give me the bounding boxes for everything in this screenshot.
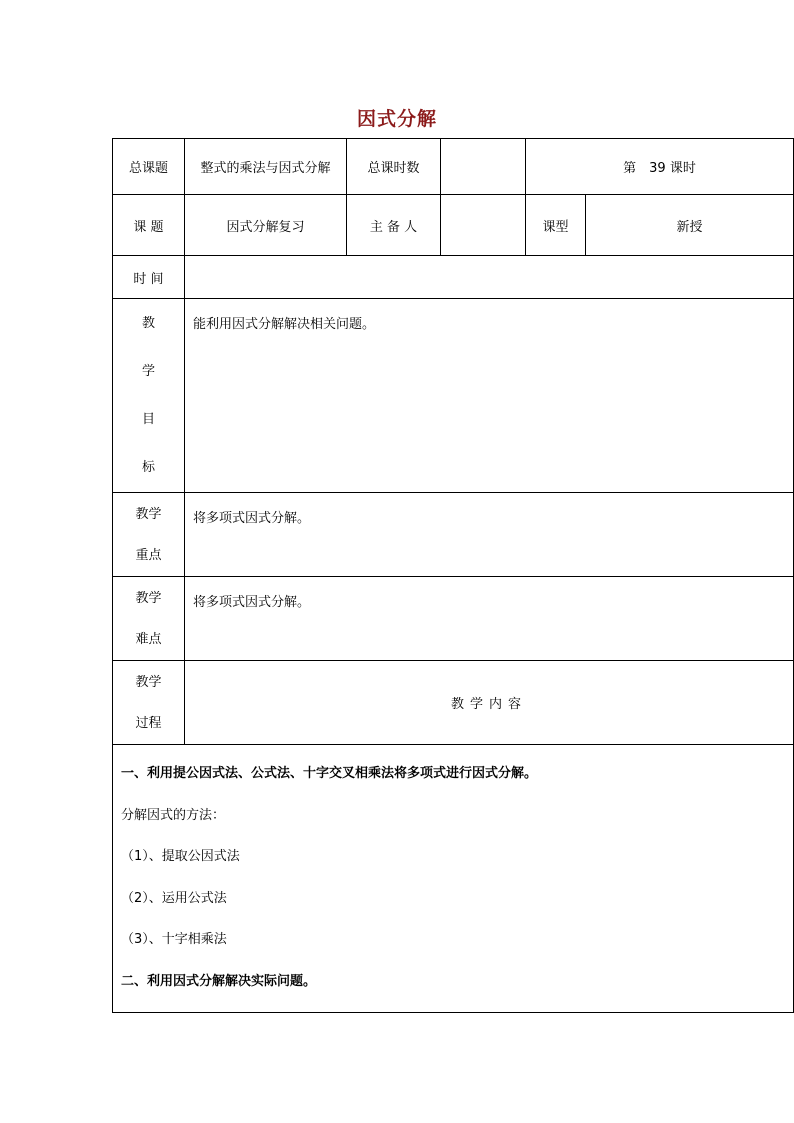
row-course <box>113 139 794 195</box>
label-line: 教学 <box>135 590 162 606</box>
row-content <box>113 745 794 1013</box>
label-line: 重点 <box>135 547 162 563</box>
label-key-points <box>113 493 185 577</box>
label-char: 学 <box>141 363 155 379</box>
row-process <box>113 661 794 745</box>
key-points-text: 将多项式因式分解。 <box>185 493 794 577</box>
row-difficulties <box>113 577 794 661</box>
teaching-content-header: 教学内容 <box>185 661 794 745</box>
value-lesson-type: 新授 <box>586 195 794 256</box>
methods-title: 分解因式的方法： <box>121 807 226 823</box>
label-difficulties <box>113 577 185 661</box>
value-course-topic: 整式的乘法与因式分解 <box>185 139 347 195</box>
row-objectives <box>113 299 794 493</box>
label-char: 目 <box>141 411 155 427</box>
content-heading: 一、利用提公因式法、公式法、十字交叉相乘法将多项式进行因式分解。 <box>121 766 538 781</box>
lesson-number: 第 39 课时 <box>526 139 794 195</box>
row-time <box>113 256 794 299</box>
label-char: 标 <box>141 459 155 475</box>
page-title: 因式分解 <box>356 108 437 130</box>
value-time <box>185 256 794 299</box>
label-course-topic: 总课题 <box>113 139 185 195</box>
lesson-plan-table <box>112 138 794 1013</box>
difficulties-text: 将多项式因式分解。 <box>185 577 794 661</box>
label-line: 过程 <box>135 715 162 731</box>
value-lesson-topic: 因式分解复习 <box>185 195 347 256</box>
method-item: （3）、十字相乘法 <box>121 932 227 947</box>
label-line: 教学 <box>135 674 162 690</box>
label-lesson-type: 课型 <box>526 195 586 256</box>
teaching-content <box>113 745 794 1013</box>
label-line: 难点 <box>135 631 162 647</box>
label-total-hours: 总课时数 <box>347 139 441 195</box>
label-process <box>113 661 185 745</box>
objectives-text: 能利用因式分解解决相关问题。 <box>185 299 794 493</box>
value-preparer <box>441 195 526 256</box>
content-heading: 二、利用因式分解解决实际问题。 <box>121 973 317 989</box>
label-preparer: 主 备 人 <box>347 195 441 256</box>
row-lesson <box>113 195 794 256</box>
method-item: （2）、运用公式法 <box>121 890 227 906</box>
row-key-points <box>113 493 794 577</box>
value-total-hours <box>441 139 526 195</box>
label-char: 教 <box>141 315 155 331</box>
label-time: 时 间 <box>113 256 185 299</box>
label-objectives <box>113 299 185 493</box>
label-line: 教学 <box>135 506 162 522</box>
method-item: （1）、提取公因式法 <box>121 849 240 864</box>
label-lesson-topic: 课 题 <box>113 195 185 256</box>
